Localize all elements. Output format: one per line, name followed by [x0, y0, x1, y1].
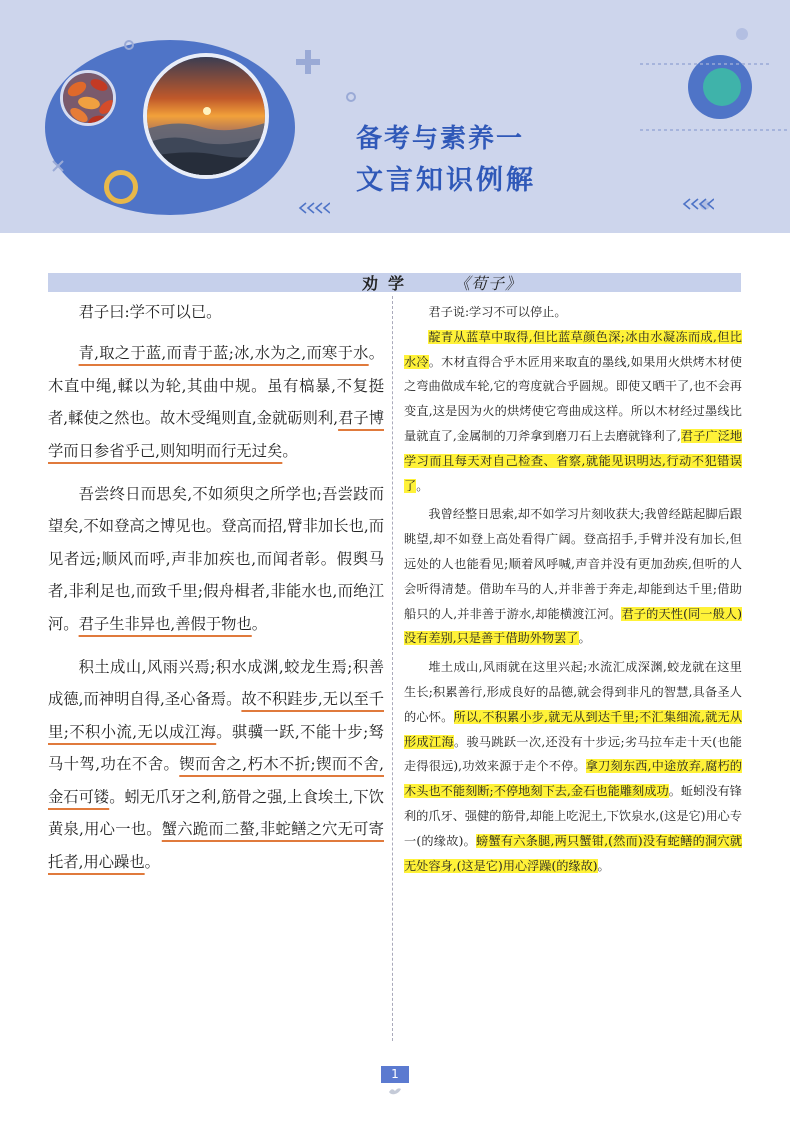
chevrons-icon — [298, 202, 330, 214]
dot-decoration — [736, 28, 748, 40]
key-sentence: 君子生非异也,善假于物也 — [78, 614, 252, 633]
key-sentence: 君子博学而日参省乎己,则知明而行无过矣 — [48, 409, 384, 460]
gold-ring-decoration — [104, 170, 138, 204]
text-span: 君子曰:学不可以已。 — [78, 303, 222, 321]
text-span: 。 — [282, 441, 298, 460]
text-span: 。蚯蚓没有锋利的爪牙、强健的筋骨,却能上吃泥土,下饮泉水,(这是它)用心专一(的缘故)。 — [404, 784, 743, 848]
translation-paragraph-4 — [404, 655, 742, 878]
text-span: 。 — [578, 631, 591, 646]
small-ring-decoration-2 — [124, 40, 134, 50]
cross-icon — [52, 160, 64, 172]
header-banner — [0, 0, 790, 233]
page-number: 1 — [391, 1067, 399, 1081]
highlighted-sentence: 螃蟹有六条腿,两只蟹钳,(然而)没有蛇鳝的洞穴就无处容身,(这是它)用心浮躁(的缘故) — [404, 833, 742, 873]
text-span: 。 — [597, 858, 610, 873]
text-span: 。蚓无爪牙之利,筋骨之强,上食埃土,下饮黄泉,用心一也。 — [48, 787, 384, 839]
chevrons-icon-right — [682, 198, 714, 210]
original-paragraph-1 — [48, 296, 384, 328]
original-paragraph-3 — [48, 478, 384, 640]
teal-circle-decoration — [703, 68, 741, 106]
text-span: 堆土成山,风雨就在这里兴起;水流汇成深渊,蛟龙就在这里生长;积累善行,形成良好的品德,就会得到非凡的智慧,具备圣人的心怀。 — [404, 660, 742, 724]
dotted-line-decoration — [640, 62, 770, 66]
original-text-column — [48, 296, 384, 878]
text-span: 。骏马跳跃一次,还没有十步远;劣马拉车走十天(也能走得很远),功效来源于走个不停。 — [404, 734, 742, 774]
text-span: 。骐骥一跃,不能十步;驽马十驾,功在不舍。 — [48, 722, 384, 774]
text-span: 。 — [251, 614, 268, 633]
small-ring-decoration — [346, 92, 356, 102]
plus-icon — [296, 50, 320, 74]
key-sentence: 青,取之于蓝,而青于蓝;冰,水为之,而寒于水 — [78, 344, 369, 363]
bird-icon — [388, 1086, 402, 1096]
sunrise-mountain-image — [143, 53, 269, 179]
dotted-line-decoration-2 — [640, 128, 790, 132]
banner-title-line1: 备考与素养一 — [356, 124, 525, 154]
text-span: 。木直中绳,輮以为轮,其曲中规。虽有槁暴,不复挺者,輮使之然也。故木受绳则直,金就砺则利, — [48, 344, 384, 428]
original-paragraph-4 — [48, 651, 384, 878]
key-sentence: 蟹六跪而二螯,非蛇鳝之穴无可寄托者,用心躁也 — [48, 820, 384, 871]
highlighted-sentence: 拿刀刻东西,中途放弃,腐朽的木头也不能刻断;不停地刻下去,金石也能雕刻成功 — [404, 759, 742, 799]
text-span: 吾尝终日而思矣,不如须臾之所学也;吾尝跂而望矣,不如登高之博见也。登高而招,臂非加长也,而见者远;顺风而呼,声非加疾也,而闻者彰。假舆马者,非利足也,而致千里;假舟楫者,非能水也,而绝江河。 — [48, 485, 384, 633]
column-divider — [392, 296, 393, 1041]
key-sentence: 锲而舍之,朽木不折;锲而不舍,金石可镂 — [48, 755, 384, 806]
highlighted-sentence: 君子广泛地学习而且每天对自己检查、省察,就能见识明达,行动不犯错误了 — [404, 428, 743, 493]
translation-paragraph-2 — [404, 325, 742, 499]
section-author: 《荀子》 — [454, 274, 523, 293]
highlighted-sentence: 所以,不积累小步,就无从到达千里;不汇集细流,就无从形成江海 — [404, 709, 743, 749]
translation-paragraph-3 — [404, 502, 742, 651]
key-sentence: 故不积跬步,无以至千里;不积小流,无以成江海 — [48, 690, 384, 741]
translation-column — [404, 300, 742, 878]
text-span: 积土成山,风雨兴焉;积水成渊,蛟龙生焉;积善成德,而神明自得,圣心备焉。 — [48, 658, 384, 709]
highlighted-sentence: 君子的天性(同一般人)没有差别,只是善于借助外物罢了 — [404, 606, 742, 646]
original-paragraph-2 — [48, 337, 384, 467]
text-span: 。 — [416, 478, 429, 493]
autumn-leaves-image — [60, 70, 116, 126]
section-title: 劝学 — [362, 274, 415, 293]
text-span: 。 — [144, 852, 160, 871]
text-span: 。木材直得合乎木匠用来取直的墨线,如果用火烘烤木材使之弯曲做成车轮,它的弯度就合乎圆规。即使又晒干了,也不会再变直,这是因为火的烘烤使它弯曲成这样。所以木材经过墨线比量就直了,金属制的刀斧拿到磨刀石上去磨就锋利了, — [404, 354, 742, 443]
highlighted-sentence: 靛青从蓝草中取得,但比蓝草颜色深;冰由水凝冻而成,但比水冷 — [404, 329, 742, 369]
text-span: 君子说:学习不可以停止。 — [428, 305, 567, 319]
translation-paragraph-1 — [404, 300, 742, 325]
text-span: 我曾经整日思索,却不如学习片刻收获大;我曾经踮起脚后跟眺望,却不如登上高处看得广阔。登高招手,手臂并没有加长,但远处的人也能看见;顺着风呼喊,声音并没有更加劲疾,但听的人会听得清楚。借助车马的人,并非善于奔走,却能到达千里;借助船只的人,并非善于游水,却能横渡江河。 — [404, 507, 742, 621]
banner-title-line2: 文言知识例解 — [356, 165, 536, 196]
